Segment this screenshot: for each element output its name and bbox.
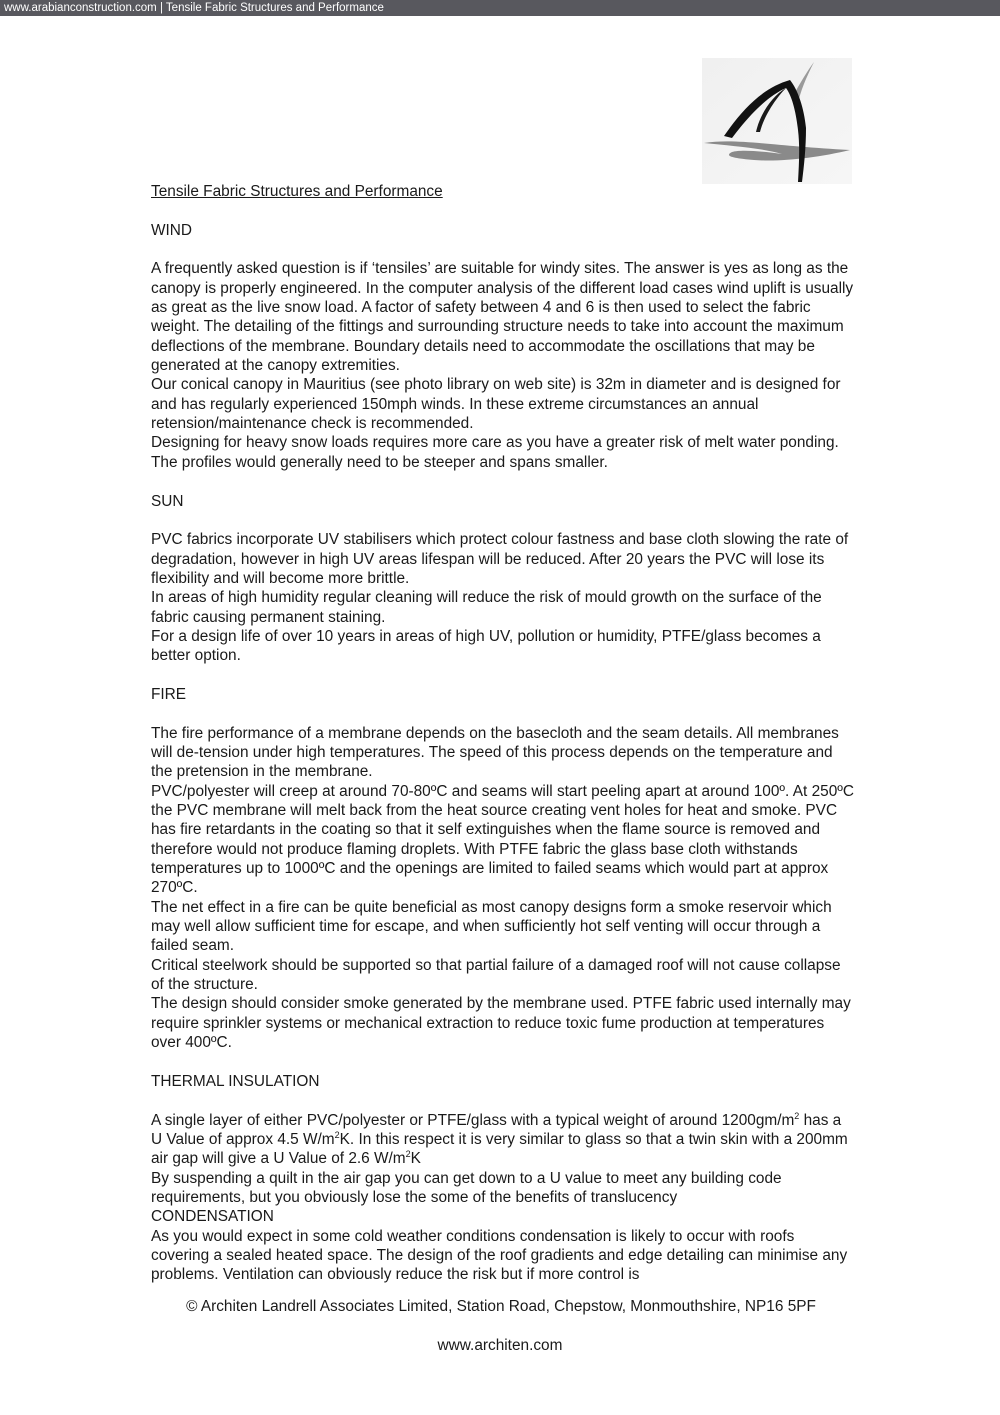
document-body	[151, 182, 856, 1285]
superscript: 2	[334, 1129, 340, 1140]
thermal-heading: THERMAL INSULATION	[151, 1072, 320, 1090]
wind-heading: WIND	[151, 221, 193, 239]
fire-heading: FIRE	[151, 685, 187, 703]
source-header-bar	[0, 0, 1000, 16]
document-title: Tensile Fabric Structures and Performance	[151, 183, 443, 200]
superscript: 2	[794, 1110, 800, 1121]
thermal-paragraph	[151, 1111, 856, 1169]
thermal-paragraph: By suspending a quilt in the air gap you can get down to a U value to meet any building code requirements, but you obviously lose the some of the benefits of translucency	[151, 1169, 782, 1206]
condensation-heading: CONDENSATION	[151, 1208, 274, 1226]
fire-paragraph: The design should consider smoke generated by the membrane used. PTFE fabric used internally may require sprinkler systems or mechanical extraction to reduce toxic fume production at temperatures over 400ºC.	[151, 995, 851, 1052]
fire-paragraph: PVC/polyester will creep at around 70-80ºC and seams will start peeling apart at around 100º. At 250ºC the PVC membrane will melt back from the heat source creating vent holes for heat and smoke. PVC has fire retardants in the coating so that it self extinguishes when the flame source is removed and therefore would not produce flaming droplets. With PTFE fabric the glass base cloth withstands temperatures up to 1000ºC and the openings are limited to failed seams which would part at approx 270ºC.	[151, 782, 854, 897]
thermal-text: has a U Value of approx 4.5 W/m	[151, 1111, 842, 1148]
footer-website: www.architen.com	[437, 1337, 563, 1354]
sun-paragraph: In areas of high humidity regular cleaning will reduce the risk of mould growth on the surface of the fabric causing permanent staining.	[151, 589, 822, 626]
fire-paragraph: The fire performance of a membrane depends on the basecloth and the seam details. All membranes will de-tension under high temperatures. The speed of this process depends on the temperature and the pretension in the membrane.	[151, 724, 839, 781]
wind-paragraph: Designing for heavy snow loads requires more care as you have a greater risk of melt water ponding. The profiles would generally need to be steeper and spans smaller.	[151, 434, 839, 471]
wind-paragraph: Our conical canopy in Mauritius (see photo library on web site) is 32m in diameter and is designed for and has regularly experienced 150mph winds. In these extreme circumstances an annual retension/maintenance check is recommended.	[151, 376, 841, 433]
architen-logo-icon	[702, 58, 852, 184]
condensation-paragraph: As you would expect in some cold weather conditions condensation is likely to occur with roofs covering a sealed heated space. The design of the roof gradients and edge detailing can minimise any problems. Ventilation can obviously reduce the risk but if more control is	[151, 1227, 848, 1284]
superscript: 2	[405, 1149, 411, 1160]
wind-paragraph: A frequently asked question is if ‘tensiles’ are suitable for windy sites. The answer is yes as long as the canopy is properly engineered. In the computer analysis of the different load cases wind uplift is usually as great as the live snow load. A factor of safety between 4 and 6 is then used to select the fabric weight. The detailing of the fittings and surrounding structure needs to take into account the maximum deflections of the membrane. Boundary details need to accommodate the oscillations that may be generated at the canopy extremities.	[151, 260, 854, 375]
fire-paragraph: The net effect in a fire can be quite beneficial as most canopy designs form a smoke reservoir which may well allow sufficient time for escape, and when sufficiently hot self venting will occur through a failed seam.	[151, 898, 832, 955]
source-header-text: www.arabianconstruction.com | Tensile Fabric Structures and Performance	[4, 2, 384, 14]
thermal-text: K. In this respect it is very similar to glass so that a twin skin with a 200mm air gap will give a U Value of 2.6 W/m	[151, 1130, 848, 1168]
sun-heading: SUN	[151, 492, 184, 510]
footer-address: © Architen Landrell Associates Limited, Station Road, Chepstow, Monmouthshire, NP16 5PF	[186, 1298, 816, 1315]
sun-paragraph: For a design life of over 10 years in areas of high UV, pollution or humidity, PTFE/glass becomes a better option.	[151, 627, 821, 665]
thermal-text: A single layer of either PVC/polyester or PTFE/glass with a typical weight of around 1200gm/m	[151, 1111, 795, 1129]
thermal-text: K	[410, 1150, 421, 1168]
sun-paragraph: PVC fabrics incorporate UV stabilisers which protect colour fastness and base cloth slowing the rate of degradation, however in high UV areas lifespan will be reduced. After 20 years the PVC will lose its flexibility and will become more brittle.	[151, 531, 849, 587]
fire-paragraph: Critical steelwork should be supported so that partial failure of a damaged roof will not cause collapse of the structure.	[151, 956, 841, 994]
